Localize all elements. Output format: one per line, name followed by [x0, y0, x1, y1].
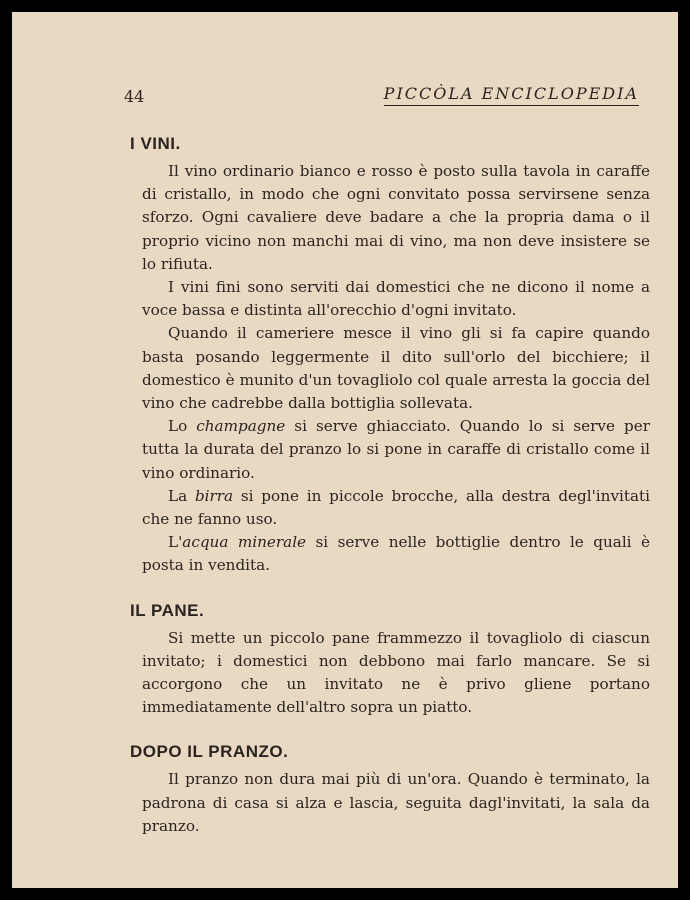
paragraph: I vini fini sono serviti dai domestici che ne dicono il nome a voce bassa e distinta all'orecchio d'ogni invitato. [142, 278, 650, 320]
paragraph-text: si serve ghiacciato. Quando lo si serve per tutta la durata del pranzo lo si pone in caraffe di cristallo come il vino ordinario. [142, 417, 650, 482]
running-title: PICCÒLA ENCICLOPEDIA [384, 84, 639, 106]
section-title: DOPO IL PRANZO. [130, 742, 289, 762]
paragraph-text: si serve nelle bottiglie dentro le quali è posta in vendita. [142, 533, 650, 575]
paragraph-text: si pone in piccole brocche, alla destra degl'invitati che ne fanno uso. [142, 486, 650, 529]
paragraph: Quando il cameriere mesce il vino gli si fa capire quando basta posando leggermente il dito sull'orlo del bicchiere; il domestico è munito d'un tovagliolo col quale arresta la goccia del vino che cadrebbe dalla bottiglia sollevata. [142, 324, 650, 413]
italic-term: champagne [196, 417, 286, 436]
italic-term: birra [194, 486, 234, 505]
paragraph [142, 485, 650, 531]
book-page [12, 12, 678, 888]
italic-term: acqua minerale [182, 533, 307, 552]
paragraph [142, 415, 650, 485]
paragraph: Il vino ordinario bianco e rosso è posto sulla tavola in caraffe di cristallo, in modo che ogni convitato possa servirsene senza sforzo. Ogni cavaliere deve badare a che la propria dama o il proprio vicino non manchi mai di vino, ma non deve insistere se lo rifiuta. [142, 162, 650, 273]
paragraph-text: La [168, 486, 195, 505]
page-header [124, 84, 639, 110]
paragraph-text: L' [168, 533, 183, 552]
page-number: 44 [124, 87, 145, 106]
section-title: I VINI. [130, 134, 181, 153]
paragraph [142, 531, 650, 577]
section-bread [130, 600, 650, 720]
section-title: IL PANE. [130, 600, 205, 620]
section-wines [130, 133, 650, 578]
page-content [130, 133, 650, 860]
paragraph-text: Lo [168, 417, 197, 436]
paragraph: Si mette un piccolo pane frammezzo il tovagliolo di ciascun invitato; i domestici non debbono mai farlo mancare. Se si accorgono che un invitato ne è privo gliene portano immediatamente dell'altro sopra un piatto. [142, 628, 650, 717]
paragraph: Il pranzo non dura mai più di un'ora. Quando è terminato, la padrona di casa si alza e lascia, seguita dagl'invitati, la sala da pranzo. [142, 770, 650, 835]
section-after-dinner [130, 741, 650, 838]
